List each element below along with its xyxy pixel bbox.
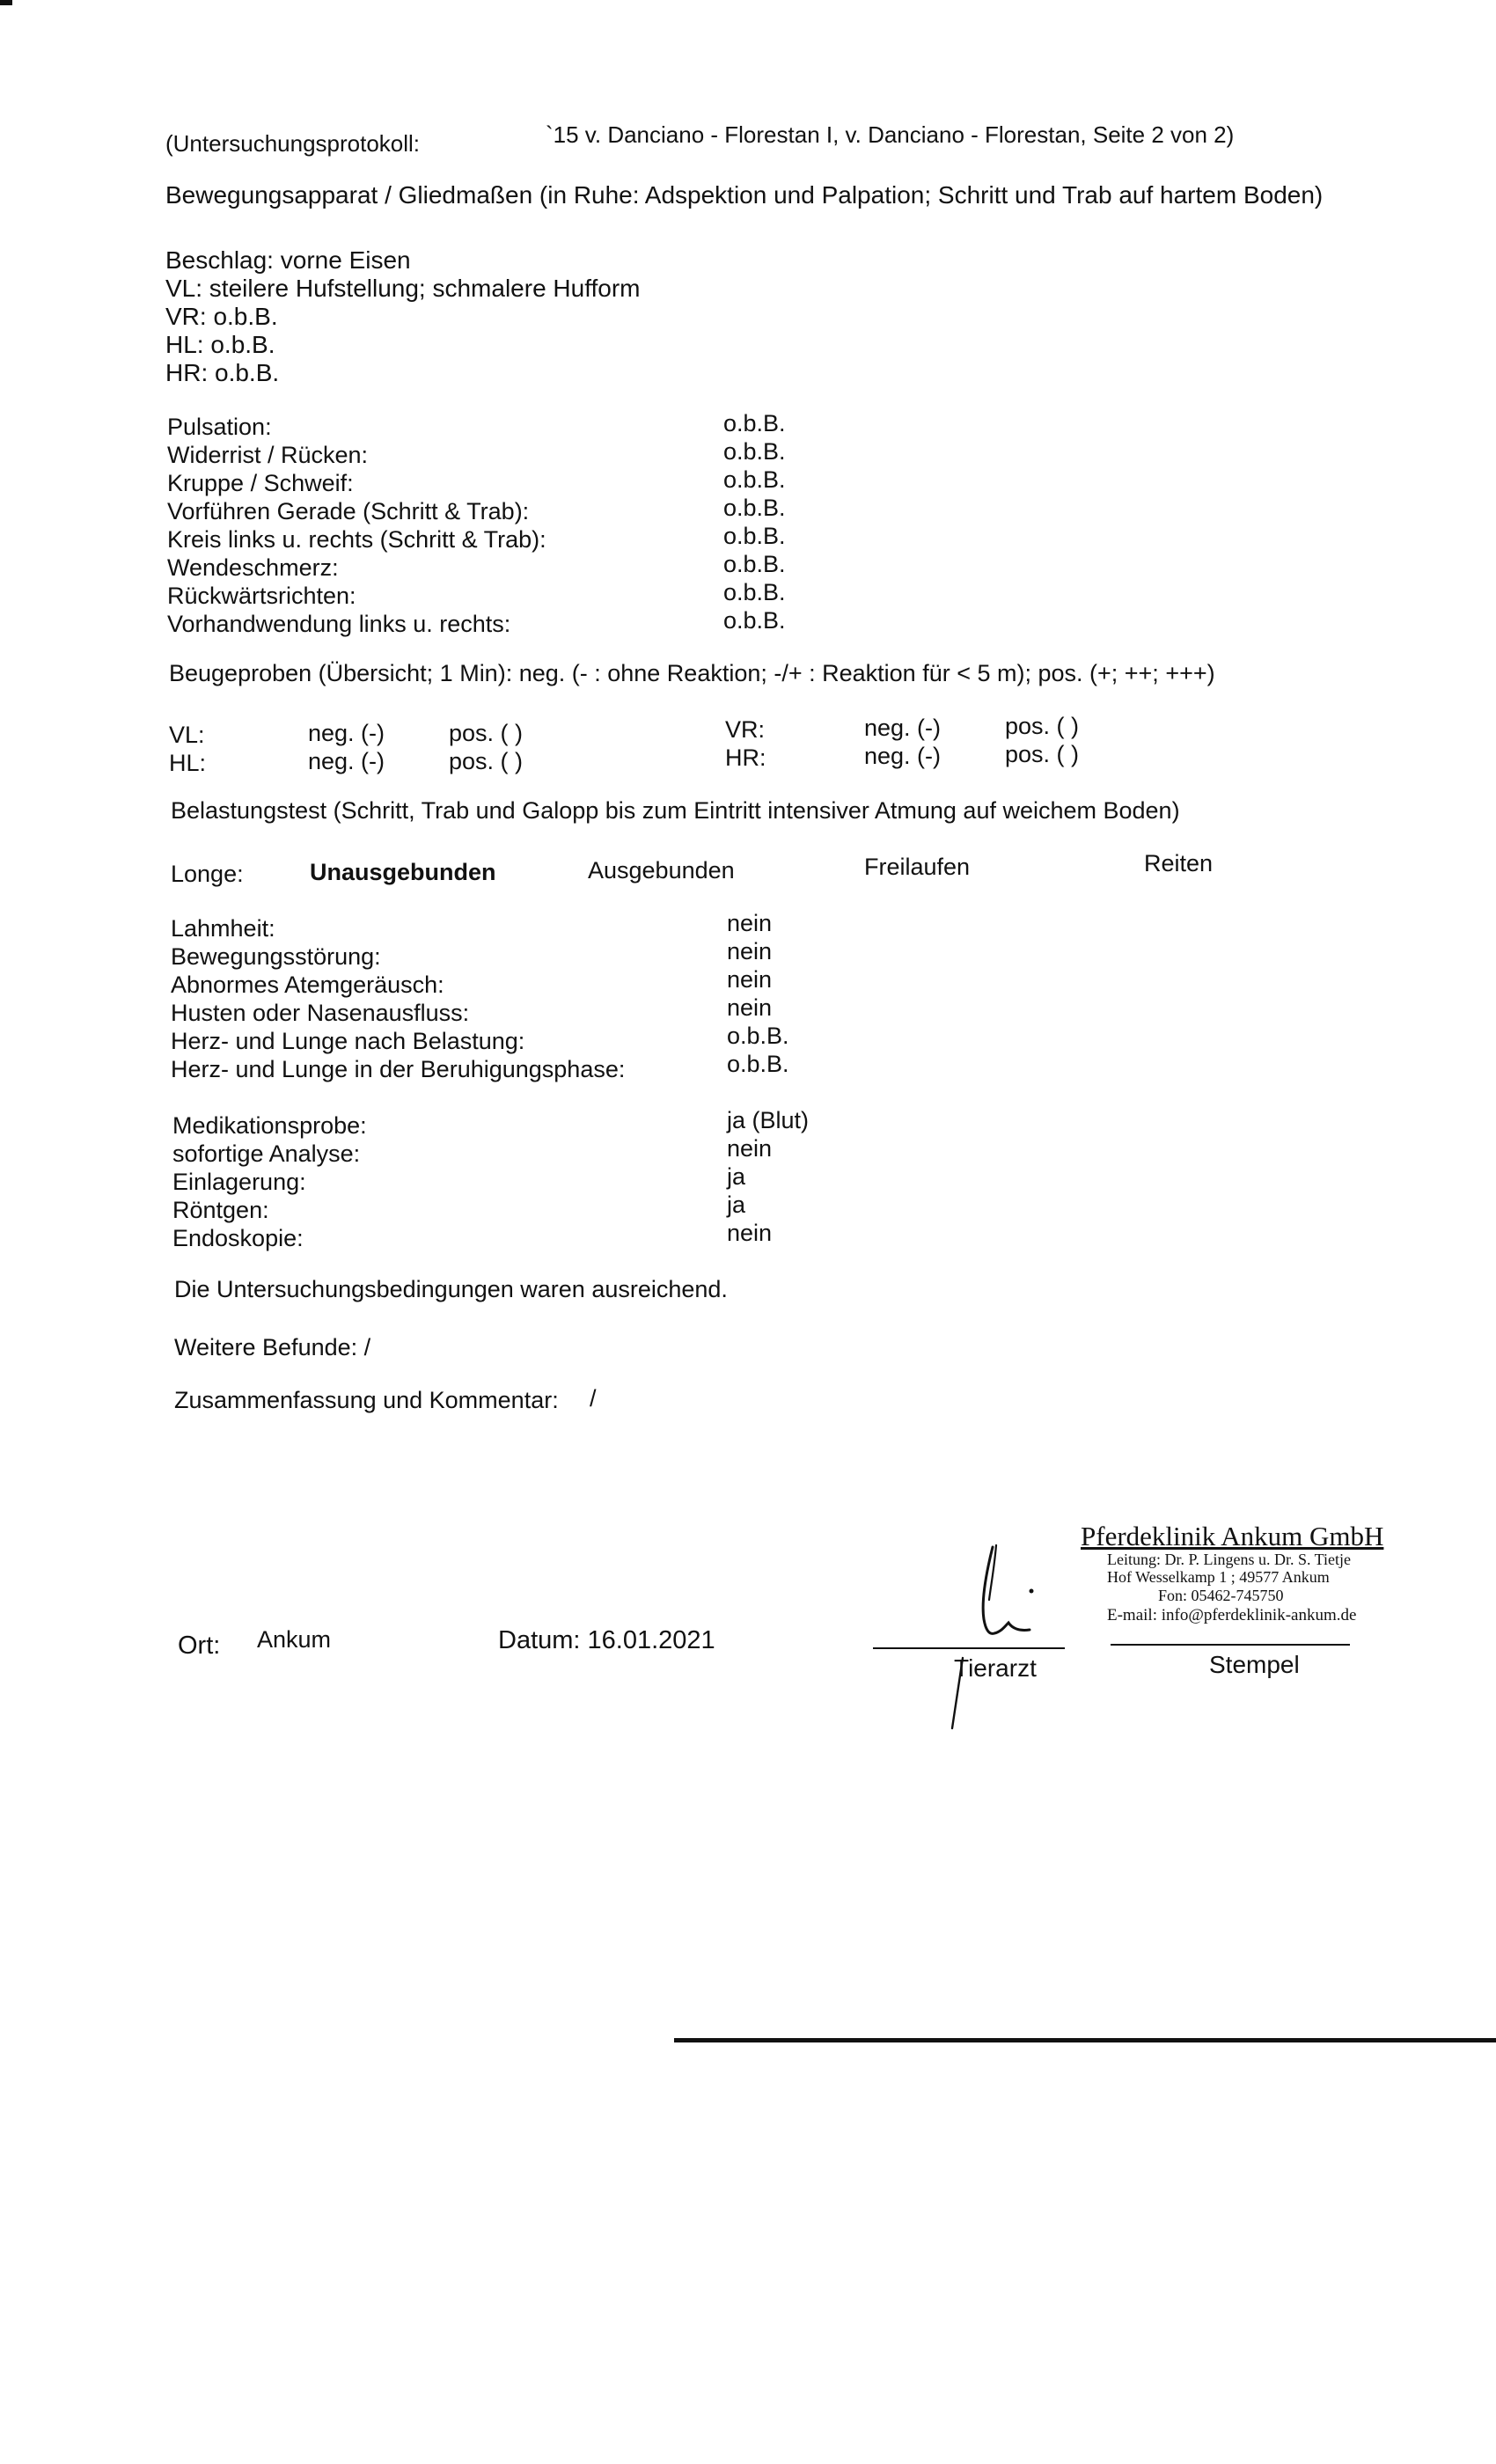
load-value: nein [727, 910, 773, 936]
flexion-pos: pos. ( ) [1005, 741, 1080, 767]
load-value: nein [727, 994, 773, 1021]
finding-value: o.b.B. [723, 410, 786, 436]
flexion-heading: Beugeproben (Übersicht; 1 Min): neg. (- : ohne Reaktion; -/+ : Reaktion für < 5 m); pos. (+; ++; +++) [169, 660, 1215, 686]
summary-label: Zusammenfassung und Kommentar: [174, 1387, 559, 1413]
place-value: Ankum [257, 1626, 332, 1653]
place-label: Ort: [178, 1632, 221, 1660]
scan-mark [0, 0, 12, 5]
conditions-statement: Die Untersuchungsbedingungen waren ausreichend. [174, 1276, 728, 1302]
header-label: (Untersuchungsprotokoll: [165, 130, 421, 157]
stamp-line: Fon: 05462-745750 [1158, 1587, 1284, 1604]
finding-label: Rückwärtsrichten: [167, 583, 356, 609]
signature-line [873, 1647, 1065, 1649]
load-label: Herz- und Lunge in der Beruhigungsphase: [171, 1056, 626, 1082]
load-label: Lahmheit: [171, 915, 275, 942]
flexion-leg: HR: [725, 744, 766, 771]
finding-value: o.b.B. [723, 438, 786, 465]
sample-label: Endoskopie: [172, 1225, 304, 1251]
load-value: o.b.B. [727, 1051, 789, 1077]
stamp-line: E-mail: info@pferdeklinik-ankum.de [1107, 1606, 1357, 1624]
sample-label: sofortige Analyse: [172, 1140, 361, 1167]
finding-label: Pulsation: [167, 414, 272, 440]
stamp-name: Pferdeklinik Ankum GmbH [1081, 1521, 1384, 1551]
finding-label: Kruppe / Schweif: [167, 470, 354, 496]
page-divider [674, 2038, 1496, 2042]
load-label: Bewegungsstörung: [171, 943, 381, 970]
sample-label: Medikationsprobe: [172, 1112, 367, 1139]
stamp-label: Stempel [1209, 1651, 1300, 1678]
further-findings: Weitere Befunde: / [174, 1334, 371, 1360]
finding-label: Vorführen Gerade (Schritt & Trab): [167, 498, 530, 524]
movement-heading: Bewegungsapparat / Gliedmaßen (in Ruhe: Adspektion und Palpation; Schritt und Trab auf hartem Boden) [165, 181, 1324, 209]
vl-note: VL: steilere Hufstellung; schmalere Hufform [165, 275, 641, 302]
date-value: Datum: 16.01.2021 [498, 1626, 715, 1654]
load-label: Abnormes Atemgeräusch: [171, 972, 444, 998]
finding-value: o.b.B. [723, 466, 786, 493]
sample-label: Einlagerung: [172, 1169, 306, 1195]
sample-value: ja (Blut) [727, 1107, 810, 1133]
flexion-pos: pos. ( ) [449, 748, 524, 774]
sample-value: nein [727, 1135, 773, 1162]
lunge-option: Freilaufen [864, 854, 971, 880]
flexion-pos: pos. ( ) [449, 720, 524, 746]
sample-label: Röntgen: [172, 1197, 269, 1223]
summary-value: / [590, 1385, 597, 1412]
vr-note: VR: o.b.B. [165, 303, 278, 330]
signature [933, 1531, 1056, 1734]
load-label: Herz- und Lunge nach Belastung: [171, 1028, 525, 1054]
finding-label: Widerrist / Rücken: [167, 442, 369, 468]
flexion-leg: VL: [169, 722, 205, 748]
load-label: Husten oder Nasenausfluss: [171, 1000, 470, 1026]
lunge-option: Ausgebunden [588, 857, 735, 884]
sample-value: nein [727, 1220, 773, 1246]
finding-value: o.b.B. [723, 495, 786, 521]
stamp-line: Hof Wesselkamp 1 ; 49577 Ankum [1107, 1568, 1330, 1586]
vet-label: Tierarzt [954, 1654, 1037, 1682]
shoeing-line: Beschlag: vorne Eisen [165, 246, 411, 274]
flexion-neg: neg. (-) [864, 715, 942, 741]
load-test-heading: Belastungstest (Schritt, Trab und Galopp bis zum Eintritt intensiver Atmung auf weichem Boden) [171, 797, 1180, 824]
hl-note: HL: o.b.B. [165, 331, 275, 358]
header-subject: `15 v. Danciano - Florestan I, v. Danciano - Florestan, Seite 2 von 2) [546, 121, 1235, 148]
finding-label: Wendeschmerz: [167, 554, 339, 581]
sample-value: ja [727, 1192, 746, 1218]
flexion-pos: pos. ( ) [1005, 713, 1080, 739]
stamp-line-rule [1111, 1644, 1350, 1646]
finding-value: o.b.B. [723, 579, 786, 605]
hr-note: HR: o.b.B. [165, 359, 280, 386]
sample-value: ja [727, 1163, 746, 1190]
flexion-neg: neg. (-) [308, 720, 385, 746]
finding-value: o.b.B. [723, 551, 786, 577]
stamp-line: Leitung: Dr. P. Lingens u. Dr. S. Tietje [1107, 1551, 1352, 1568]
lunge-option-selected: Unausgebunden [310, 859, 496, 885]
flexion-neg: neg. (-) [308, 748, 385, 774]
finding-value: o.b.B. [723, 523, 786, 549]
load-value: nein [727, 966, 773, 993]
load-value: nein [727, 938, 773, 964]
lunge-label: Longe: [171, 861, 244, 887]
finding-value: o.b.B. [723, 607, 786, 634]
flexion-leg: VR: [725, 716, 766, 743]
lunge-option: Reiten [1144, 850, 1214, 876]
finding-label: Vorhandwendung links u. rechts: [167, 611, 511, 637]
flexion-leg: HL: [169, 750, 207, 776]
finding-label: Kreis links u. rechts (Schritt & Trab): [167, 526, 546, 553]
flexion-neg: neg. (-) [864, 743, 942, 769]
load-value: o.b.B. [727, 1023, 789, 1049]
